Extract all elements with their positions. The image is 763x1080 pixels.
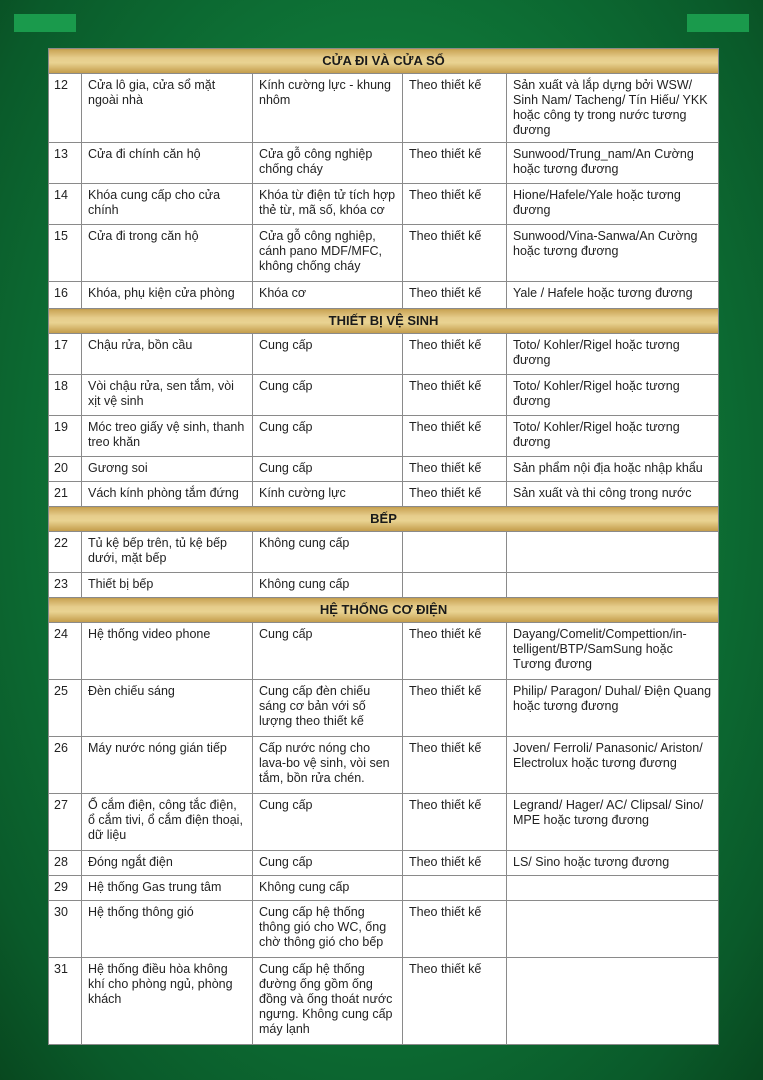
item-number: 25 (49, 680, 82, 737)
item-number: 18 (49, 375, 82, 416)
item-brand (507, 901, 719, 958)
item-number: 21 (49, 482, 82, 507)
item-name: Hệ thống video phone (82, 623, 253, 680)
item-number: 31 (49, 958, 82, 1045)
section-title: THIẾT BỊ VỆ SINH (49, 309, 719, 334)
table-row (49, 532, 719, 573)
item-name: Hệ thống thông gió (82, 901, 253, 958)
item-spec: Cấp nước nóng cho lava-bo vệ sinh, vòi sen tắm, bồn rửa chén. (253, 737, 403, 794)
item-design: Theo thiết kế (403, 482, 507, 507)
item-design: Theo thiết kế (403, 623, 507, 680)
item-number: 16 (49, 282, 82, 309)
item-number: 15 (49, 225, 82, 282)
item-spec: Kính cường lực - khung nhôm (253, 74, 403, 143)
item-name: Gương soi (82, 457, 253, 482)
item-name: Chậu rửa, bồn cầu (82, 334, 253, 375)
item-spec: Cung cấp (253, 851, 403, 876)
spec-table (48, 48, 719, 1045)
item-spec: Cung cấp (253, 334, 403, 375)
item-spec: Cửa gỗ công nghiệp chống cháy (253, 143, 403, 184)
item-spec: Cung cấp (253, 623, 403, 680)
item-name: Cửa đi chính căn hộ (82, 143, 253, 184)
item-name: Vòi chậu rửa, sen tắm, vòi xịt vệ sinh (82, 375, 253, 416)
item-spec: Kính cường lực (253, 482, 403, 507)
item-number: 29 (49, 876, 82, 901)
item-name: Ổ cắm điện, công tắc điện, ổ cắm tivi, ổ cắm điện thoại, dữ liệu (82, 794, 253, 851)
item-design (403, 876, 507, 901)
table-row (49, 737, 719, 794)
item-design: Theo thiết kế (403, 794, 507, 851)
item-name: Móc treo giấy vệ sinh, thanh treo khăn (82, 416, 253, 457)
item-spec: Cung cấp hệ thống đường ống gồm ống đồng và ống thoát nước ngưng. Không cung cấp máy lạnh (253, 958, 403, 1045)
table-row (49, 482, 719, 507)
item-brand: Sản xuất và lắp dựng bởi WSW/ Sinh Nam/ Tacheng/ Tín Hiếu/ YKK hoặc công ty trong nước tương đương (507, 74, 719, 143)
item-name: Vách kính phòng tắm đứng (82, 482, 253, 507)
item-number: 20 (49, 457, 82, 482)
item-brand (507, 532, 719, 573)
item-name: Khóa cung cấp cho cửa chính (82, 184, 253, 225)
item-number: 30 (49, 901, 82, 958)
spec-sheet (48, 48, 718, 1045)
item-design: Theo thiết kế (403, 416, 507, 457)
item-design: Theo thiết kế (403, 375, 507, 416)
item-brand (507, 876, 719, 901)
section-header (49, 309, 719, 334)
item-name: Đèn chiếu sáng (82, 680, 253, 737)
item-brand: Dayang/Comelit/Compettion/in-telligent/BTP/SamSung hoặc Tương đương (507, 623, 719, 680)
item-spec: Không cung cấp (253, 532, 403, 573)
item-number: 19 (49, 416, 82, 457)
item-spec: Cung cấp đèn chiếu sáng cơ bản với số lượng theo thiết kế (253, 680, 403, 737)
corner-tab-left (14, 14, 76, 32)
item-number: 14 (49, 184, 82, 225)
item-brand (507, 573, 719, 598)
item-brand (507, 958, 719, 1045)
item-name: Khóa, phụ kiện cửa phòng (82, 282, 253, 309)
item-design: Theo thiết kế (403, 958, 507, 1045)
item-number: 26 (49, 737, 82, 794)
item-name: Tủ kệ bếp trên, tủ kệ bếp dưới, mặt bếp (82, 532, 253, 573)
table-row (49, 74, 719, 143)
table-row (49, 184, 719, 225)
table-row (49, 623, 719, 680)
item-spec: Cung cấp (253, 375, 403, 416)
item-number: 27 (49, 794, 82, 851)
item-name: Máy nước nóng gián tiếp (82, 737, 253, 794)
item-design (403, 532, 507, 573)
table-row (49, 334, 719, 375)
item-design: Theo thiết kế (403, 457, 507, 482)
item-design (403, 573, 507, 598)
item-name: Hệ thống điều hòa không khí cho phòng ngủ, phòng khách (82, 958, 253, 1045)
item-design: Theo thiết kế (403, 143, 507, 184)
item-spec: Cung cấp (253, 794, 403, 851)
section-header (49, 507, 719, 532)
item-brand: Joven/ Ferroli/ Panasonic/ Ariston/ Electrolux hoặc tương đương (507, 737, 719, 794)
item-number: 13 (49, 143, 82, 184)
item-name: Đóng ngắt điện (82, 851, 253, 876)
section-title: CỬA ĐI VÀ CỬA SỔ (49, 49, 719, 74)
item-spec: Cung cấp (253, 457, 403, 482)
item-brand: Philip/ Paragon/ Duhal/ Điện Quang hoặc tương đương (507, 680, 719, 737)
item-brand: LS/ Sino hoặc tương đương (507, 851, 719, 876)
table-row (49, 282, 719, 309)
table-row (49, 680, 719, 737)
table-row (49, 901, 719, 958)
section-header (49, 49, 719, 74)
item-number: 12 (49, 74, 82, 143)
table-row (49, 573, 719, 598)
item-brand: Legrand/ Hager/ AC/ Clipsal/ Sino/ MPE hoặc tương đương (507, 794, 719, 851)
item-spec: Không cung cấp (253, 573, 403, 598)
table-row (49, 851, 719, 876)
table-row (49, 876, 719, 901)
item-number: 22 (49, 532, 82, 573)
item-design: Theo thiết kế (403, 74, 507, 143)
item-name: Cửa đi trong căn hộ (82, 225, 253, 282)
table-row (49, 143, 719, 184)
item-number: 17 (49, 334, 82, 375)
item-spec: Khóa từ điện tử tích hợp thẻ từ, mã số, khóa cơ (253, 184, 403, 225)
table-row (49, 794, 719, 851)
table-row (49, 225, 719, 282)
item-design: Theo thiết kế (403, 282, 507, 309)
item-spec: Cung cấp (253, 416, 403, 457)
section-title: BẾP (49, 507, 719, 532)
section-title: HỆ THỐNG CƠ ĐIỆN (49, 598, 719, 623)
item-design: Theo thiết kế (403, 680, 507, 737)
item-design: Theo thiết kế (403, 184, 507, 225)
item-brand: Hione/Hafele/Yale hoặc tương đương (507, 184, 719, 225)
item-design: Theo thiết kế (403, 225, 507, 282)
item-brand: Toto/ Kohler/Rigel hoặc tương đương (507, 375, 719, 416)
item-spec: Khóa cơ (253, 282, 403, 309)
item-design: Theo thiết kế (403, 851, 507, 876)
item-design: Theo thiết kế (403, 334, 507, 375)
item-brand: Toto/ Kohler/Rigel hoặc tương đương (507, 416, 719, 457)
item-brand: Toto/ Kohler/Rigel hoặc tương đương (507, 334, 719, 375)
item-brand: Sản xuất và thi công trong nước (507, 482, 719, 507)
item-name: Thiết bị bếp (82, 573, 253, 598)
item-brand: Sunwood/Trung_nam/An Cường hoặc tương đương (507, 143, 719, 184)
item-spec: Cửa gỗ công nghiệp, cánh pano MDF/MFC, không chống cháy (253, 225, 403, 282)
item-number: 28 (49, 851, 82, 876)
table-row (49, 457, 719, 482)
item-brand: Yale / Hafele hoặc tương đương (507, 282, 719, 309)
item-number: 24 (49, 623, 82, 680)
table-row (49, 958, 719, 1045)
corner-tab-right (687, 14, 749, 32)
table-row (49, 375, 719, 416)
item-spec: Không cung cấp (253, 876, 403, 901)
item-brand: Sản phẩm nội địa hoặc nhập khẩu (507, 457, 719, 482)
table-row (49, 416, 719, 457)
item-number: 23 (49, 573, 82, 598)
item-name: Cửa lô gia, cửa sổ mặt ngoài nhà (82, 74, 253, 143)
item-name: Hệ thống Gas trung tâm (82, 876, 253, 901)
section-header (49, 598, 719, 623)
item-brand: Sunwood/Vina-Sanwa/An Cường hoặc tương đương (507, 225, 719, 282)
item-spec: Cung cấp hệ thống thông gió cho WC, ống chờ thông gió cho bếp (253, 901, 403, 958)
item-design: Theo thiết kế (403, 901, 507, 958)
item-design: Theo thiết kế (403, 737, 507, 794)
